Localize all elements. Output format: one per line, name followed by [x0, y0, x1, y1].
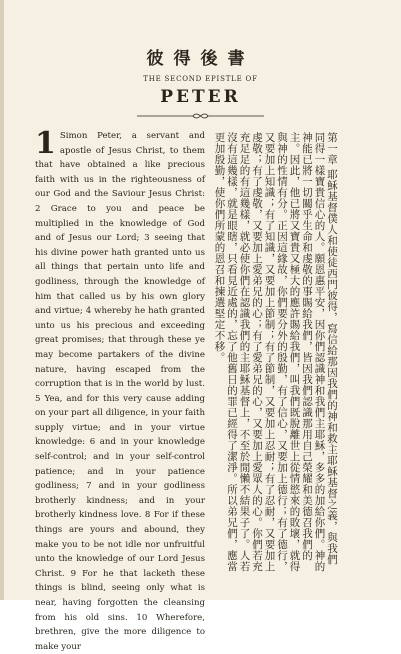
english-text-column	[35, 126, 205, 652]
book-title-english: PETER	[160, 87, 241, 107]
chinese-text-column	[213, 132, 370, 572]
book-subtitle-english: THE SECOND EPISTLE OF	[143, 75, 258, 83]
english-paragraph	[35, 126, 205, 654]
english-verses: Simon Peter, a servant and apostle of Jesus Christ, to them that have obtained a like precious faith with us in the righteousness of our God and the Saviour Jesus Christ: 2 Grace to you and peace be multiplied in the knowledge of God and of Jesus our Lord; 3 seeing that his divine power hath granted unto us all things that pertain unto life and godliness, through the knowledge of him that called us by his own glory and virtue; 4 whereby he hath granted unto us his precious and exceeding great promises; that through these ye may become partakers of the divine nature, having escaped from the corruption that is in the world by lust. 5 Yea, and for this very cause adding on your part all diligence, in your faith supply virtue; and in your virtue knowledge: 6 and in your knowledge self-control; and in your self-control patience; and in your patience godliness; 7 and in your godliness brotherly kindness; and in your brotherly kindness love. 8 For if these things are yours and abound, they make you to be not idle nor unfruitful unto the knowledge of our Lord Jesus Christ. 9 For he that lacketh these things is blind, seeing only what is near, having forgotten the cleansing from his old sins. 10 Wherefore, brethren, give the more diligence to make your	[35, 131, 205, 652]
chapter-number-dropcap: 1	[35, 126, 56, 161]
ornament-divider	[135, 112, 266, 120]
chinese-verses: 第一章 耶穌基督僕人和使徒西門彼得，寫信給那因我們的神和救主耶穌基督之義，與我們同得一樣寶貴信心的人。願恩惠平安，因你們認識神和我們主耶穌，多多的加給你們。神的神能已將一切關乎生命和虔敬的事賜給我們，皆因我們認識那用自己榮耀和美德召我們的主。因此，他已將又寶貴又極大的應許賜給我們，叫我們既脫離世上從情慾來的敗壞，就得與神的性情有分。正因這緣故，你們要分外的殷勤，有了信心，又要加上德行；有了德行，又要加上知識；有了知識，又要加上節制；有了節制，又要加上忍耐；有了忍耐，又要加上虔敬；有了虔敬，又要加上愛弟兄的心；有了愛弟兄的心，又要加上愛眾人的心。你們若充充足足的有這幾樣，就必使你們在認識我們的主耶穌基督上，不至於閒懶不結果子了。人若沒有這幾樣，就是眼瞎，只看見近處的，忘了他舊日的罪已經得了潔淨。所以弟兄們，應當更加殷勤，使你們所蒙的恩召和揀選堅定不移。	[213, 132, 338, 572]
book-title-chinese: 彼得後書	[146, 49, 255, 69]
